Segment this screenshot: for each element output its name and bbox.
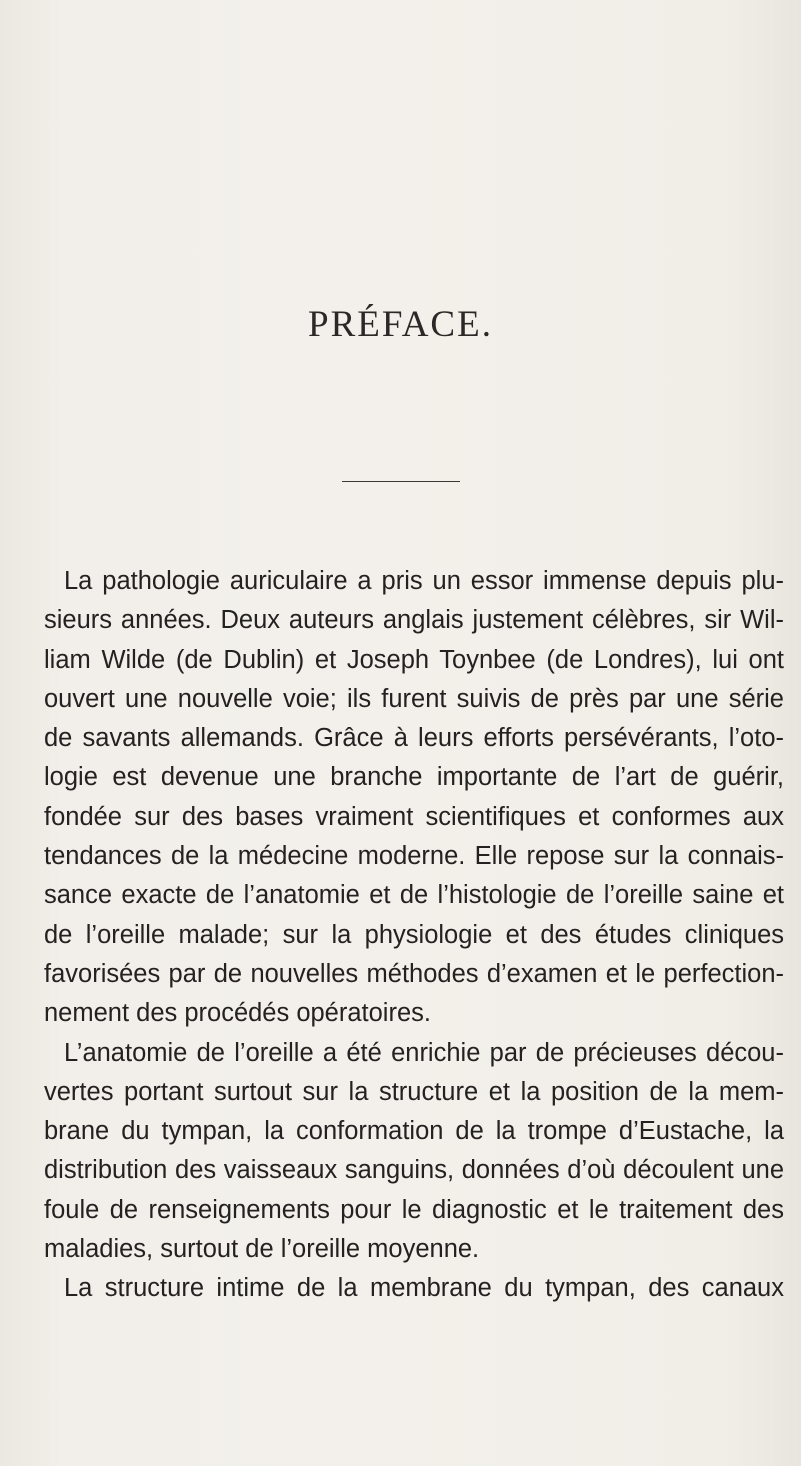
text-line: distribution des vaisseaux sanguins, données d’où découlent une — [44, 1156, 784, 1185]
text-line: de l’oreille malade; sur la physiologie et des études cliniques — [44, 920, 784, 949]
text-line: sance exacte de l’anatomie et de l’histologie de l’oreille saine et — [44, 881, 784, 910]
text-line: ouvert une nouvelle voie; ils furent suivis de près par une série — [44, 684, 784, 713]
text-line: La structure intime de la membrane du tympan, des canaux — [64, 1274, 784, 1303]
text-line: logie est devenue une branche importante de l’art de guérir, — [44, 763, 784, 792]
page-title: PRÉFACE. — [308, 304, 493, 345]
text-line: brane du tympan, la conformation de la trompe d’Eustache, la — [44, 1117, 784, 1146]
paragraph-3 — [44, 1269, 784, 1308]
text-line: maladies, surtout de l’oreille moyenne. — [44, 1235, 480, 1264]
text-line: La pathologie auriculaire a pris un essor immense depuis plu- — [64, 567, 784, 595]
paragraph-1 — [44, 562, 784, 1034]
text-line: de savants allemands. Grâce à leurs efforts persévérants, l’oto- — [44, 724, 784, 753]
text-line: vertes portant surtout sur la structure et la position de la mem- — [44, 1077, 784, 1106]
text-line: nement des procédés opératoires. — [44, 999, 431, 1028]
paragraph-2 — [44, 1034, 784, 1270]
title-divider-rule — [342, 481, 460, 482]
text-line: fondée sur des bases vraiment scientifiques et conformes aux — [44, 802, 784, 831]
text-line: L’anatomie de l’oreille a été enrichie par de précieuses décou- — [64, 1038, 784, 1067]
text-line: sieurs années. Deux auteurs anglais justement célèbres, sir Wil- — [44, 606, 784, 635]
text-line: favorisées par de nouvelles méthodes d’examen et le perfection- — [44, 959, 784, 988]
preface-body — [44, 562, 784, 1309]
text-line: foule de renseignements pour le diagnostic et le traitement des — [44, 1195, 784, 1224]
text-line: liam Wilde (de Dublin) et Joseph Toynbee (de Londres), lui ont — [44, 645, 784, 674]
text-line: tendances de la médecine moderne. Elle repose sur la connais- — [44, 842, 784, 871]
